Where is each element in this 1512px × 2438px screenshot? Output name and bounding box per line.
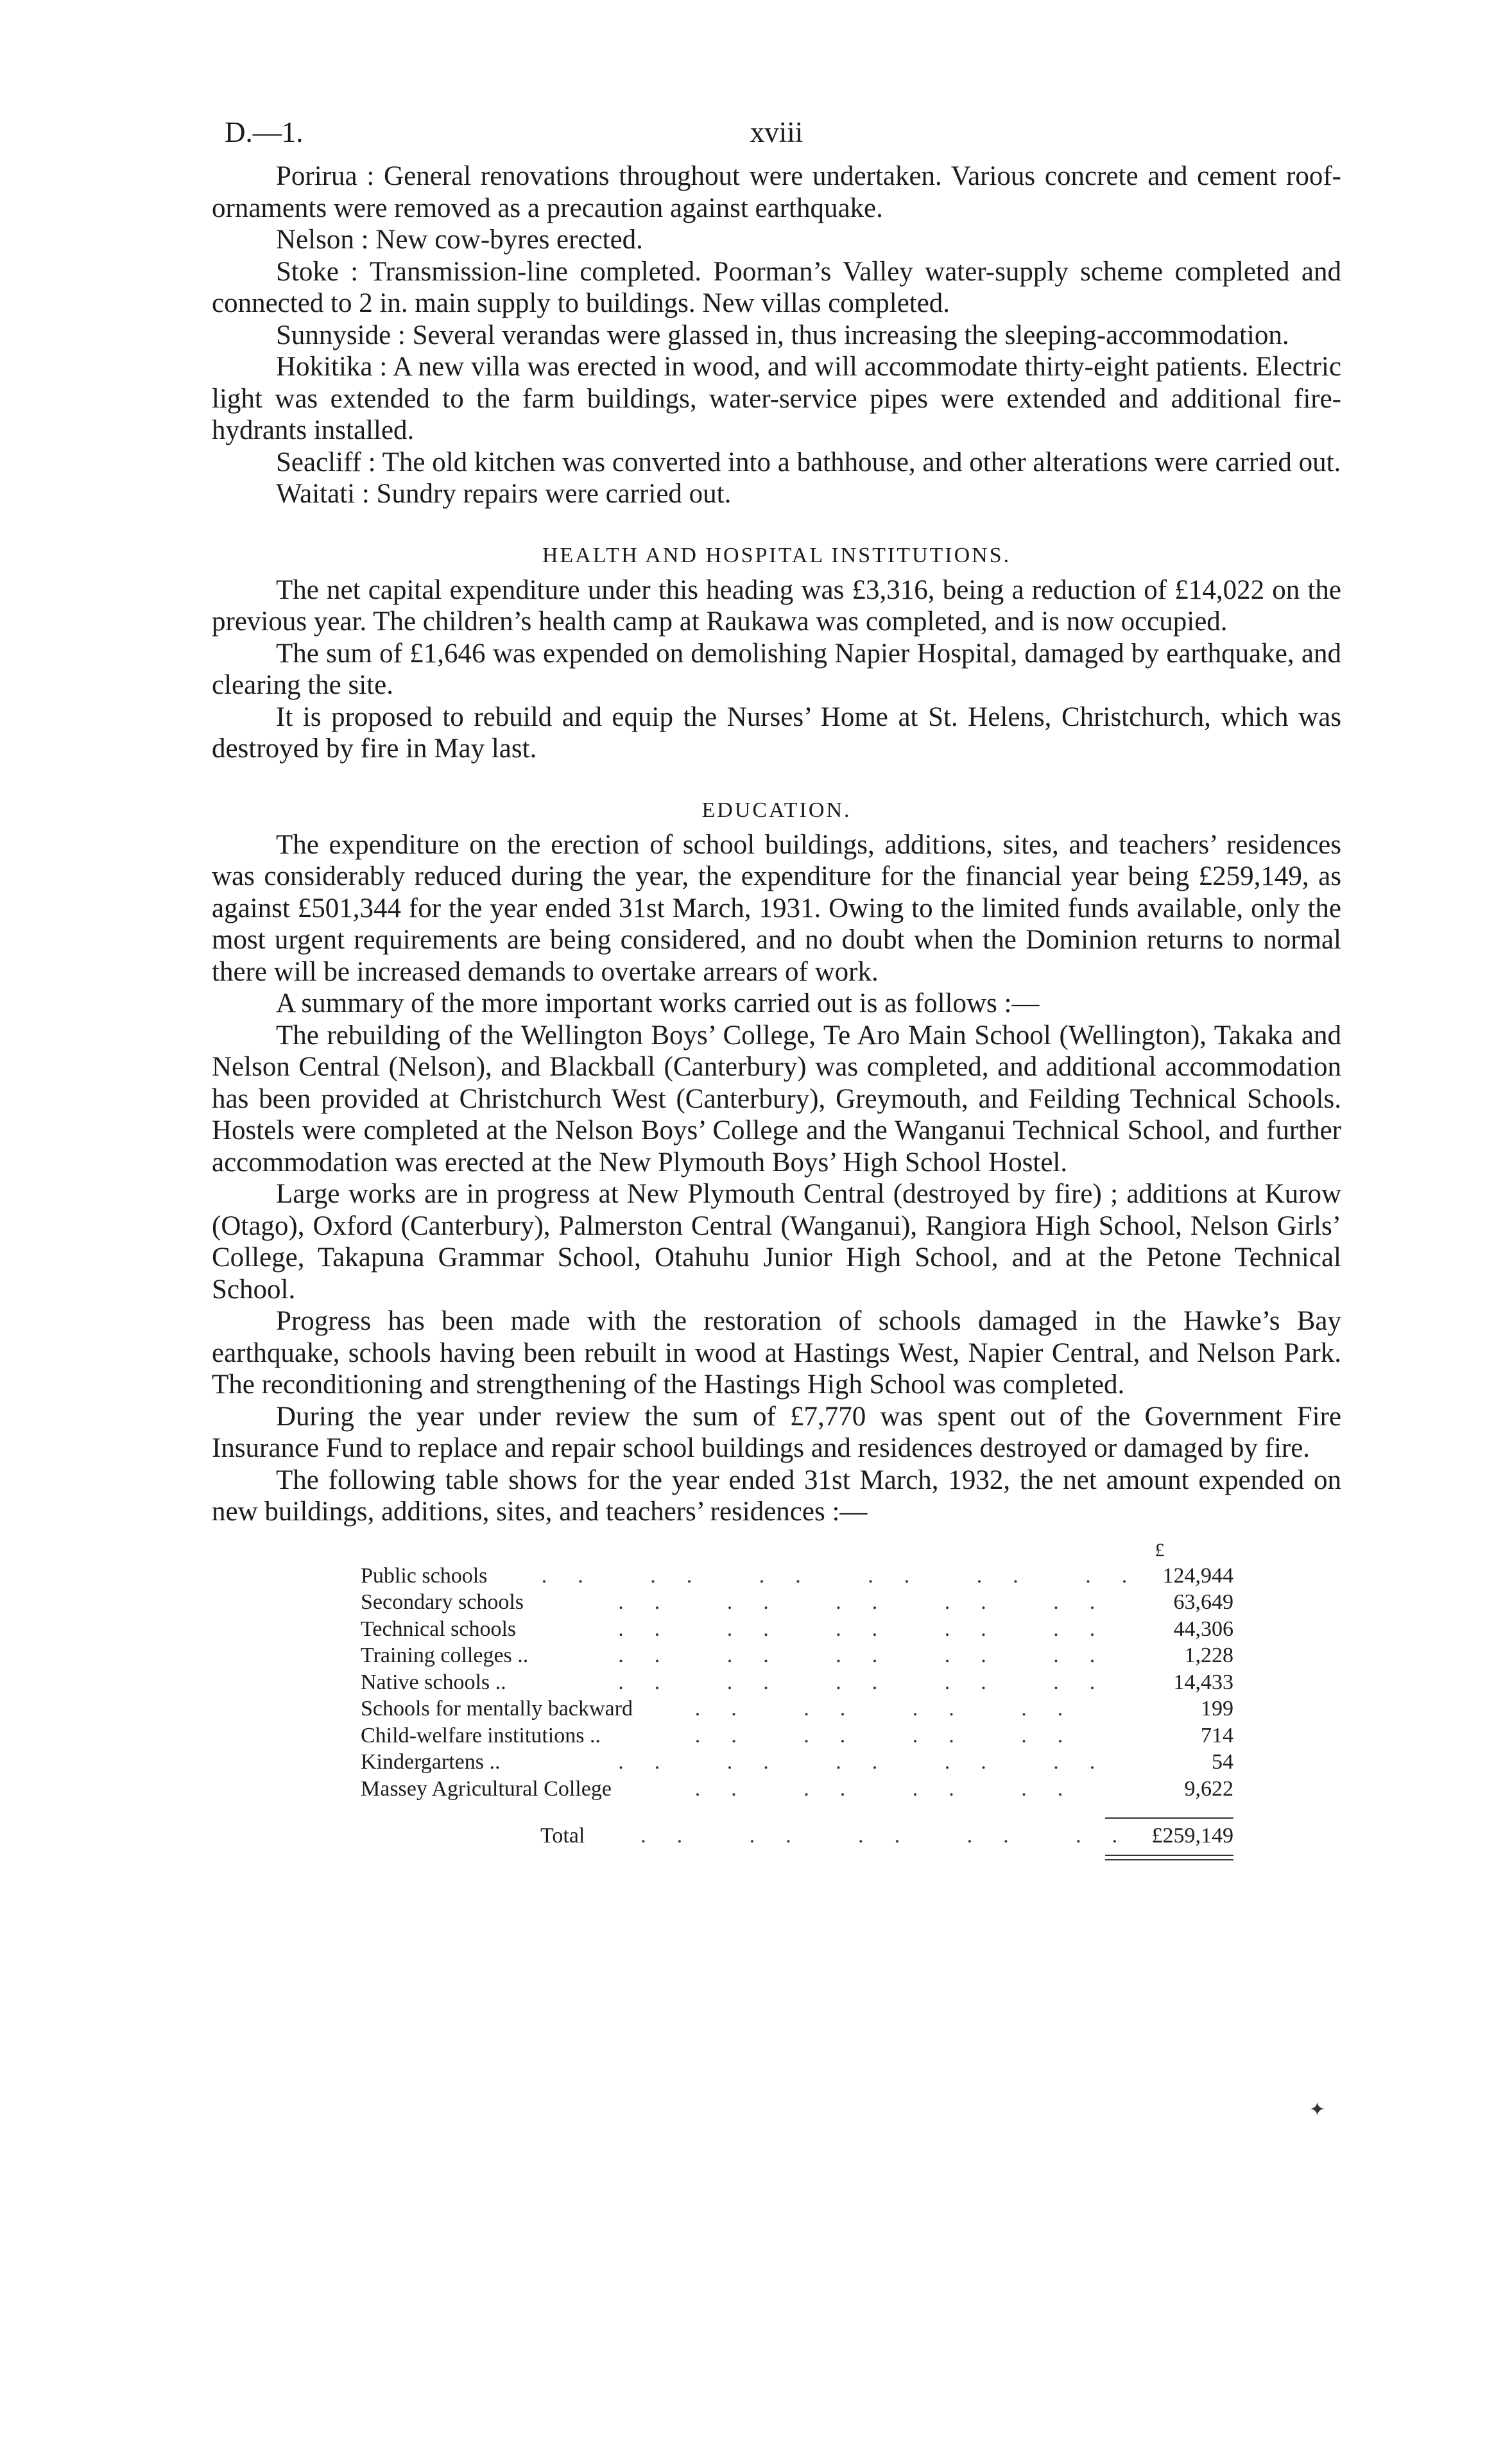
row-label: Technical schools	[361, 1617, 517, 1641]
row-label: Kindergartens ..	[361, 1750, 501, 1774]
document-page	[212, 116, 1341, 1860]
row-label: Schools for mentally backward	[361, 1697, 633, 1721]
currency-unit: £	[1155, 1539, 1165, 1561]
paragraph-health-expenditure: The net capital expenditure under this heading was £3,316, being a reduction of £14,022 on the previous year. The children’s health camp at Raukawa was completed, and is now occupied.	[212, 574, 1341, 637]
paragraph-earthquake-restoration: Progress has been made with the restoration of schools damaged in the Hawke’s Bay earthquake, schools having been rebuilt in wood at Hastings West, Napier Central, and Nelson Park. The reconditioning and strengthening of the Hastings High School was completed.	[212, 1306, 1341, 1400]
row-label: Training colleges ..	[361, 1644, 529, 1667]
table-total-row	[361, 1824, 1233, 1851]
paragraph-stoke: Stoke : Transmission-line completed. Poorman’s Valley water-supply scheme completed and connected to 2 in. main supply to buildings. New villas completed.	[212, 256, 1341, 318]
paragraph-works-in-progress: Large works are in progress at New Plymouth Central (destroyed by fire) ; additions at Kurow (Otago), Oxford (Canterbury), Palmerston Central (Wanganui), Rangiora High School, Nelson Girls’ College, Takapuna Grammar School, Otahuhu Junior High School, and at the Petone Technical School.	[212, 1179, 1341, 1305]
leader-dots: .. .. .. .. ..	[640, 1824, 1149, 1848]
paragraph-seacliff: Seacliff : The old kitchen was converted into a bathhouse, and other alterations were carried out.	[276, 447, 1341, 477]
leader-dots: .. .. .. .. ..	[618, 1617, 1126, 1641]
paragraph-nelson: Nelson : New cow-byres erected.	[276, 225, 643, 255]
section-heading-health: HEALTH AND HOSPITAL INSTITUTIONS.	[542, 543, 1011, 567]
table-row	[361, 1617, 1233, 1644]
paragraph-napier-hospital: The sum of £1,646 was expended on demolishing Napier Hospital, damaged by earthquake, and clearing the site.	[212, 638, 1341, 700]
row-amount: 124,944	[1162, 1563, 1233, 1588]
leader-dots: .. .. .. ..	[694, 1697, 1094, 1721]
leader-dots: .. .. .. ..	[694, 1776, 1094, 1801]
paragraph-fire-insurance: During the year under review the sum of £7,770 was spent out of the Government Fire Insurance Fund to replace and repair school buildings and residences destroyed or damaged by fire.	[212, 1401, 1341, 1463]
paragraph-summary-intro: A summary of the more important works carried out is as follows :—	[276, 988, 1040, 1018]
row-amount: 63,649	[1173, 1590, 1233, 1614]
row-amount: 14,433	[1173, 1670, 1233, 1694]
paragraph-hokitika: Hokitika : A new villa was erected in wood, and will accommodate thirty-eight patients. Electric light was extended to the farm buildings, water-service pipes were extended and additional fire-hydrants installed.	[212, 352, 1341, 445]
running-head	[212, 116, 1341, 160]
paragraph-waitati: Waitati : Sundry repairs were carried out.	[276, 479, 732, 509]
health-section	[212, 544, 1341, 765]
leader-dots: .. .. .. .. ..	[618, 1750, 1126, 1774]
table-row	[361, 1697, 1233, 1724]
row-label: Public schools	[361, 1563, 488, 1588]
total-double-rule	[1105, 1855, 1233, 1860]
row-amount: 1,228	[1184, 1644, 1233, 1667]
document-reference: D.—1.	[225, 116, 304, 148]
education-section	[212, 798, 1341, 1528]
table-row	[361, 1564, 1233, 1591]
row-amount: 9,622	[1184, 1776, 1233, 1801]
paragraph-nurses-home: It is proposed to rebuild and equip the Nurses’ Home at St. Helens, Christchurch, which was destroyed by fire in May last.	[212, 701, 1341, 764]
leader-dots: .. .. .. .. ..	[618, 1644, 1126, 1667]
row-label: Child-welfare institutions ..	[361, 1723, 601, 1747]
row-amount: 199	[1201, 1697, 1233, 1721]
page-number: xviii	[750, 116, 803, 148]
row-label: Native schools ..	[361, 1670, 506, 1694]
table-row	[361, 1644, 1233, 1670]
paragraph-education-expenditure: The expenditure on the erection of school buildings, additions, sites, and teachers’ residences was considerably reduced during the year, the expenditure for the financial year being £259,149, as against £501,344 for the year ended 31st March, 1931. Owing to the limited funds available, only the most urgent requirements are being considered, and no doubt when the Dominion returns to normal there will be increased demands to overtake arrears of work.	[212, 829, 1341, 987]
total-label: Total	[540, 1824, 585, 1848]
table-row	[361, 1590, 1233, 1617]
paragraph-sunnyside: Sunnyside : Several verandas were glassed in, thus increasing the sleeping-accommodation.	[276, 320, 1289, 350]
row-label: Secondary schools	[361, 1590, 524, 1614]
section-heading-education: EDUCATION.	[701, 798, 852, 822]
paragraph-rebuilding: The rebuilding of the Wellington Boys’ College, Te Aro Main School (Wellington), Takaka and Nelson Central (Nelson), and Blackball (Canterbury) was completed, and additional accommodation has been provided at Christchurch West (Canterbury), Greymouth, and Feilding Technical Schools. Hostels were completed at the Nelson Boys’ College and the Wanganui Technical School, and further accommodation was erected at the New Plymouth Boys’ High School Hostel.	[212, 1020, 1341, 1178]
paragraph-porirua: Porirua : General renovations throughout were undertaken. Various concrete and cement roof-ornaments were removed as a precaution against earthquake.	[212, 161, 1341, 223]
leader-dots: .. .. .. .. .. ..	[541, 1563, 1158, 1588]
sum-rule	[1105, 1817, 1233, 1819]
total-amount: £259,149	[1151, 1824, 1233, 1848]
table-row	[361, 1777, 1233, 1804]
table-unit-row	[361, 1540, 1233, 1564]
mental-hospitals-works-section	[212, 160, 1341, 510]
leader-dots: .. .. .. .. ..	[618, 1590, 1126, 1614]
expenditure-table	[361, 1540, 1233, 1860]
row-label: Massey Agricultural College	[361, 1776, 612, 1801]
row-amount: 54	[1212, 1750, 1233, 1774]
table-row	[361, 1750, 1233, 1777]
table-row	[361, 1670, 1233, 1697]
row-amount: 714	[1201, 1723, 1233, 1747]
row-amount: 44,306	[1173, 1617, 1233, 1641]
leader-dots: .. .. .. ..	[694, 1723, 1094, 1747]
paragraph-table-intro: The following table shows for the year ended 31st March, 1932, the net amount expended on new buildings, additions, sites, and teachers’ residences :—	[212, 1464, 1341, 1527]
leader-dots: .. .. .. .. ..	[618, 1670, 1126, 1694]
stray-mark: ✦	[1309, 2099, 1326, 2120]
table-row	[361, 1724, 1233, 1751]
